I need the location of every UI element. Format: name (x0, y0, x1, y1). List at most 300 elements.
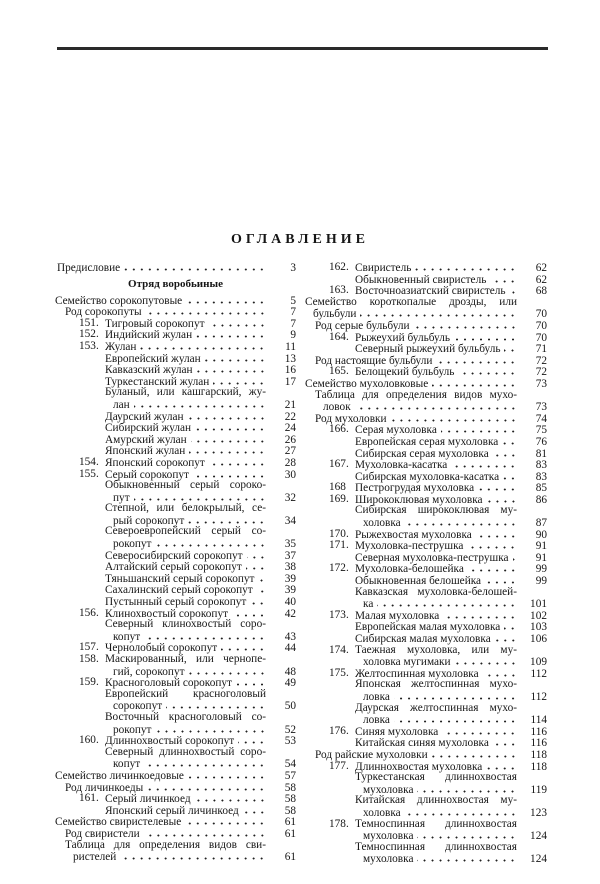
dot-leader (502, 436, 517, 445)
entry-title: Кавказский жулан (105, 364, 193, 377)
dot-leader (209, 457, 266, 466)
toc-entry-line (55, 503, 296, 515)
dot-leader (257, 584, 266, 593)
dot-leader (468, 563, 517, 572)
entry-title: Даурский жулан (105, 410, 184, 423)
page-number: 54 (284, 758, 296, 771)
page-number: 68 (535, 285, 547, 298)
toc-entry (305, 262, 547, 274)
entry-title: Восточный красноголовый со- (105, 710, 266, 723)
page-number: 61 (284, 816, 296, 829)
page-number: 57 (284, 769, 296, 782)
dot-leader (144, 828, 266, 837)
page-number: 11 (285, 340, 296, 353)
toc-entry-line (55, 619, 296, 631)
entry-title: Семейство сорокопутовые (55, 294, 183, 307)
toc-column-right (305, 262, 547, 865)
entry-number: 162. (329, 261, 349, 273)
dot-leader (454, 332, 517, 341)
page-number: 112 (530, 667, 547, 680)
toc-entry (55, 735, 296, 747)
dot-leader (441, 424, 517, 433)
page-number: 40 (284, 596, 296, 609)
page-number: 123 (530, 806, 547, 819)
dot-leader (451, 459, 517, 468)
dot-leader (144, 758, 266, 767)
toc-entry (55, 387, 296, 410)
page-number: 112 (530, 690, 547, 703)
page-number: 39 (284, 584, 296, 597)
toc-entry (305, 563, 547, 575)
toc-entry-line (305, 749, 547, 761)
entry-title: пут (113, 491, 130, 504)
dot-leader (120, 851, 266, 860)
toc-entry (55, 770, 296, 782)
toc-entry-line (305, 401, 547, 413)
dot-leader (415, 262, 517, 271)
entry-title: Восточноазиатский свиристель (355, 285, 506, 298)
toc-entry-line (55, 816, 296, 828)
dot-leader (443, 610, 517, 619)
dot-leader (432, 378, 517, 387)
toc-entry-line (55, 584, 296, 596)
toc-entry-line (305, 297, 547, 309)
entry-title: Маскированный, или чернопе- (105, 653, 266, 665)
dot-leader (221, 642, 266, 651)
page-number: 109 (530, 656, 547, 669)
page-number: 83 (535, 470, 547, 483)
toc-entry-line (55, 550, 296, 562)
entry-title: Таблица для определения видов сви- (65, 838, 266, 851)
toc-entry-line (305, 517, 547, 529)
dot-leader (417, 853, 517, 862)
entry-title: Белощекий бульбуль (355, 366, 455, 379)
entry-number: 176. (329, 724, 349, 737)
toc-entry (55, 712, 296, 735)
page-number: 32 (284, 491, 296, 504)
dot-leader (490, 274, 517, 283)
entry-title: Синяя мухоловка (355, 725, 439, 738)
dot-leader (258, 573, 266, 582)
entry-title: Род личинкоеды (65, 781, 144, 794)
page-number: 3 (290, 262, 296, 274)
page-number: 61 (284, 851, 296, 864)
entry-title: Таблица для определения видов мухо- (315, 388, 517, 401)
entry-title: Чернолобый сорокопут (105, 642, 218, 655)
toc-entry (305, 772, 547, 795)
dot-leader (510, 285, 517, 294)
page-number: 44 (284, 642, 296, 655)
toc-entry-line (55, 735, 296, 747)
page-number: 39 (284, 572, 296, 585)
dot-leader (238, 735, 266, 744)
dot-leader (485, 575, 517, 584)
dot-leader (487, 494, 517, 503)
toc-entry-line (55, 457, 296, 469)
dot-leader (355, 401, 517, 410)
toc-entry (55, 550, 296, 562)
dot-leader (156, 724, 267, 733)
entry-title: Индийский жулан (105, 329, 193, 342)
entry-title: Северная мухоловка-пеструшка (355, 551, 509, 564)
toc-entry-line (55, 387, 296, 399)
toc-entry (305, 378, 547, 390)
dot-leader (189, 445, 266, 454)
entry-title: Европейская малая мухоловка (355, 621, 501, 634)
dot-leader (195, 793, 266, 802)
toc-entry (305, 540, 547, 552)
entry-title: рокопут (113, 723, 152, 736)
toc-entry (305, 587, 547, 610)
entry-title: Северный клинохвостый соро- (105, 618, 266, 631)
page-number: 87 (535, 517, 547, 530)
toc-entry-line (55, 262, 296, 274)
toc-entry (305, 679, 547, 702)
page-number: 99 (535, 563, 547, 576)
dot-leader (147, 782, 266, 791)
entry-title: Обыкновенный свиристель (355, 273, 487, 286)
section-heading: Отряд воробьиные (128, 277, 223, 290)
entry-title: Свиристель (355, 262, 412, 274)
toc-entry (305, 703, 547, 726)
entry-title: мухоловка (363, 830, 414, 843)
toc-entry-line (55, 526, 296, 538)
entry-title: Алтайский серый сорокопут (105, 561, 242, 574)
page-number: 73 (535, 377, 547, 390)
entry-title: копут (113, 758, 141, 771)
toc-entry (55, 828, 296, 840)
dot-leader (391, 413, 517, 422)
toc-entry-line (305, 505, 547, 517)
entry-number: 171. (329, 539, 349, 552)
toc-entry (305, 842, 547, 865)
entry-title: Семейство свиристелевые (55, 816, 182, 829)
entry-title: ловок (323, 401, 351, 414)
page-number: 119 (530, 783, 547, 796)
page-number: 58 (284, 793, 296, 806)
dot-leader (196, 329, 266, 338)
dot-leader (483, 668, 517, 677)
toc-entry (55, 816, 296, 828)
page-number: 35 (284, 538, 296, 551)
page-number: 17 (284, 375, 296, 388)
entry-number: 172. (329, 562, 349, 575)
dot-leader (458, 366, 517, 375)
entry-number: 158. (79, 653, 99, 665)
entry-title: Сахалинский серый сорокопут (105, 584, 253, 597)
entry-number: 152. (79, 328, 99, 341)
dot-leader (243, 805, 266, 814)
entry-number: 178. (329, 817, 349, 830)
toc-entry-line (55, 747, 296, 759)
dot-leader (236, 677, 266, 686)
toc-entry (305, 297, 547, 320)
dot-leader (414, 320, 517, 329)
toc-entry-line (305, 842, 547, 854)
entry-title: Таежная мухоловка, или му- (355, 643, 517, 656)
toc-entry-line (55, 805, 296, 817)
page-number: 7 (290, 317, 296, 330)
entry-title: Обыкновенная белошейка (355, 575, 482, 588)
toc-entry (55, 526, 296, 549)
page-number: 71 (535, 343, 547, 356)
toc-entry (305, 610, 547, 622)
page-number: 58 (284, 804, 296, 817)
toc-entry-line (305, 714, 547, 726)
dot-leader (476, 529, 517, 538)
toc-entry-line (55, 770, 296, 782)
page-number: 42 (284, 607, 296, 620)
entry-title: Род сорокопуты (65, 306, 142, 319)
toc-entry-line (55, 538, 296, 550)
toc-entry (305, 633, 547, 645)
entry-title: Темноспинная длиннохвостая (355, 840, 517, 853)
toc-entry-line (305, 540, 547, 552)
entry-title: Семейство короткопалые дрозды, или (305, 295, 517, 308)
toc-entry-line (305, 795, 547, 807)
toc-entry-line (55, 793, 296, 805)
entry-title: бульбули (313, 308, 357, 321)
entry-title: Клинохвостый сорокопут (105, 607, 229, 620)
entry-number: 174. (329, 643, 349, 656)
toc-entry-line (305, 645, 547, 657)
dot-leader (405, 807, 517, 816)
toc-entry-line (305, 691, 547, 703)
page-number: 70 (535, 308, 547, 321)
entry-title: Серый личинкоед (105, 793, 191, 806)
dot-leader (360, 308, 517, 317)
page-number: 62 (535, 262, 547, 274)
toc-entry-line (305, 343, 547, 355)
toc-entry-line (55, 480, 296, 492)
entry-title: Обыкновенный серый сороко- (105, 479, 266, 492)
dot-leader (377, 598, 517, 607)
toc-entry (305, 320, 547, 332)
toc-entry-line (305, 633, 547, 645)
entry-title: Род мухоловки (315, 412, 387, 425)
toc-entry-line (305, 679, 547, 691)
entry-title: Китайская синяя мухоловка (355, 737, 489, 750)
entry-title: Сибирская малая мухоловка (355, 633, 491, 645)
dot-leader (495, 633, 517, 642)
page-number: 86 (535, 493, 547, 506)
entry-title: холовка (363, 806, 401, 819)
page-number: 85 (535, 482, 547, 495)
dot-leader (134, 492, 266, 501)
entry-title: Род свиристели (65, 827, 140, 840)
dot-leader (188, 515, 266, 524)
entry-title: Тяньшанский серый сорокопут (105, 572, 255, 585)
toc-entry (55, 584, 296, 596)
page-number: 38 (284, 561, 296, 574)
entry-title: Северный рыжеухий бульбуль (355, 343, 501, 356)
toc-entry-line (305, 830, 547, 842)
page-number: 118 (530, 748, 547, 761)
page-number: 114 (530, 714, 547, 727)
entry-number: 163. (329, 284, 349, 297)
entry-title: Семейство мухоловковые (305, 377, 429, 390)
entry-title: Род настоящие бульбули (315, 354, 433, 367)
entry-title: Жулан (105, 340, 137, 353)
page-number: 7 (290, 306, 296, 319)
page-number: 21 (284, 398, 296, 411)
dot-leader (134, 399, 266, 408)
toc-entry-line (305, 366, 547, 378)
entry-title: лан (113, 398, 130, 411)
page-title: ОГЛАВЛЕНИЕ (231, 232, 369, 247)
dot-leader (124, 262, 266, 271)
entry-title: Предисловие (57, 262, 121, 274)
dot-leader (436, 355, 517, 364)
toc-entry-line (305, 563, 547, 575)
entry-title: мухоловка (363, 853, 414, 866)
dot-leader (247, 550, 266, 559)
entry-title: ловка (363, 714, 390, 727)
dot-leader (504, 621, 517, 630)
entry-number: 151. (79, 316, 99, 329)
toc-entry (55, 793, 296, 805)
dot-leader (195, 422, 266, 431)
entry-number: 166. (329, 423, 349, 436)
toc-entry (305, 332, 547, 344)
entry-title: Китайская длиннохвостая му- (355, 794, 517, 807)
entry-title: Рыжеухий бульбуль (355, 331, 450, 344)
page-number: 106 (530, 633, 547, 645)
page-number: 27 (284, 445, 296, 458)
dot-leader (213, 376, 266, 385)
toc-entry-line (55, 851, 296, 863)
dot-leader (455, 656, 517, 665)
page-number: 9 (290, 329, 296, 342)
entry-title: Северный длиннохвостый соро- (105, 745, 266, 758)
toc-entry-line (55, 712, 296, 724)
toc-entry-line (305, 621, 547, 633)
toc-entry (55, 747, 296, 770)
entry-title: Туркестанская длиннохвостая (355, 771, 517, 784)
dot-leader (442, 726, 517, 735)
toc-entry-line (305, 772, 547, 784)
toc-entry (55, 262, 296, 274)
entry-title: Ширококлювая мухоловка (355, 493, 483, 506)
toc-entry (305, 795, 547, 818)
toc-entry-line (305, 332, 547, 344)
toc-entry (55, 364, 296, 376)
toc-entry (55, 480, 296, 503)
dot-leader (209, 318, 266, 327)
entry-title: Европейская серая мухоловка (355, 435, 499, 448)
toc-entry-line (305, 575, 547, 587)
toc-entry-line (305, 378, 547, 390)
entry-title: Длиннохвостый сорокопут (105, 735, 235, 748)
toc-entry (55, 840, 296, 863)
entry-title: Сибирская ширококлювая му- (355, 504, 517, 517)
dot-leader (186, 295, 266, 304)
dot-leader (478, 482, 517, 491)
dot-leader (146, 306, 266, 315)
dot-leader (185, 816, 266, 825)
entry-title: сорокопут (113, 700, 163, 713)
page-number: 91 (535, 551, 547, 564)
entry-title: Степной, или белокрылый, се- (105, 502, 266, 515)
entry-title: Североевропейский серый со- (105, 525, 266, 538)
toc-entry (305, 575, 547, 587)
page-number: 124 (530, 830, 547, 843)
page-number: 50 (284, 700, 296, 713)
toc-entry-line (55, 758, 296, 770)
page-number: 72 (535, 366, 547, 379)
entry-title: Европейский жулан (105, 352, 201, 365)
page-number: 118 (530, 760, 547, 773)
entry-number: 170. (329, 527, 349, 540)
toc-entry-line (305, 853, 547, 865)
dot-leader (405, 517, 517, 526)
page-number: 70 (535, 331, 547, 344)
entry-title: Амурский жулан (105, 433, 187, 446)
top-rule (57, 47, 548, 50)
entry-title: Серая мухоловка (355, 424, 437, 437)
toc-column-left (55, 262, 296, 863)
dot-leader (188, 770, 266, 779)
toc-entry (305, 424, 547, 436)
toc-entry-line (305, 424, 547, 436)
entry-title: ристелей (73, 851, 117, 864)
toc-entry-line (305, 320, 547, 332)
entry-number: 177. (329, 759, 349, 772)
page-number: 62 (535, 273, 547, 286)
entry-title: холовка мугимаки (363, 656, 451, 669)
entry-title: Пустынный серый сорокопут (105, 596, 247, 609)
toc-entry-line (55, 411, 296, 423)
page-number: 22 (284, 410, 296, 423)
dot-leader (232, 608, 266, 617)
entry-title: Японский серый личинкоед (105, 804, 239, 817)
toc-entry (305, 343, 547, 355)
entry-title: Мухоловка-пеструшка (355, 540, 464, 553)
toc-entry-line (55, 422, 296, 434)
toc-entry-line (305, 587, 547, 599)
toc-entry (55, 573, 296, 585)
dot-leader (156, 538, 267, 547)
page-number: 73 (535, 401, 547, 414)
page-number: 124 (530, 853, 547, 866)
dot-leader (188, 411, 266, 420)
toc-entry-line (55, 341, 296, 353)
toc-entry-line (305, 459, 547, 471)
toc-entry (55, 654, 296, 677)
page-number: 58 (284, 781, 296, 794)
page-number: 76 (535, 435, 547, 448)
entry-title: ловка (363, 690, 390, 703)
toc-entry-line (305, 436, 547, 448)
toc-entry (305, 621, 547, 633)
toc-entry-line (305, 737, 547, 749)
entry-title: Род райские мухоловки (315, 748, 428, 761)
entry-title: Длиннохвостая мухоловка (355, 760, 483, 773)
entry-title: Мухоловка-касатка (355, 459, 448, 472)
entry-title: Пестрогрудая мухоловка (355, 482, 475, 495)
page-number: 75 (535, 424, 547, 437)
entry-title: Японская желтоспинная мухо- (355, 678, 517, 691)
toc-entry-line (55, 828, 296, 840)
page-number: 24 (284, 422, 296, 435)
toc-entry (55, 457, 296, 469)
entry-number: 156. (79, 606, 99, 619)
dot-leader (205, 353, 266, 362)
entry-title: Кавказская мухоловка-белошей- (355, 585, 517, 598)
dot-leader (197, 364, 266, 373)
toc-entry-line (305, 726, 547, 738)
entry-title: Европейский красноголовый (105, 687, 266, 700)
